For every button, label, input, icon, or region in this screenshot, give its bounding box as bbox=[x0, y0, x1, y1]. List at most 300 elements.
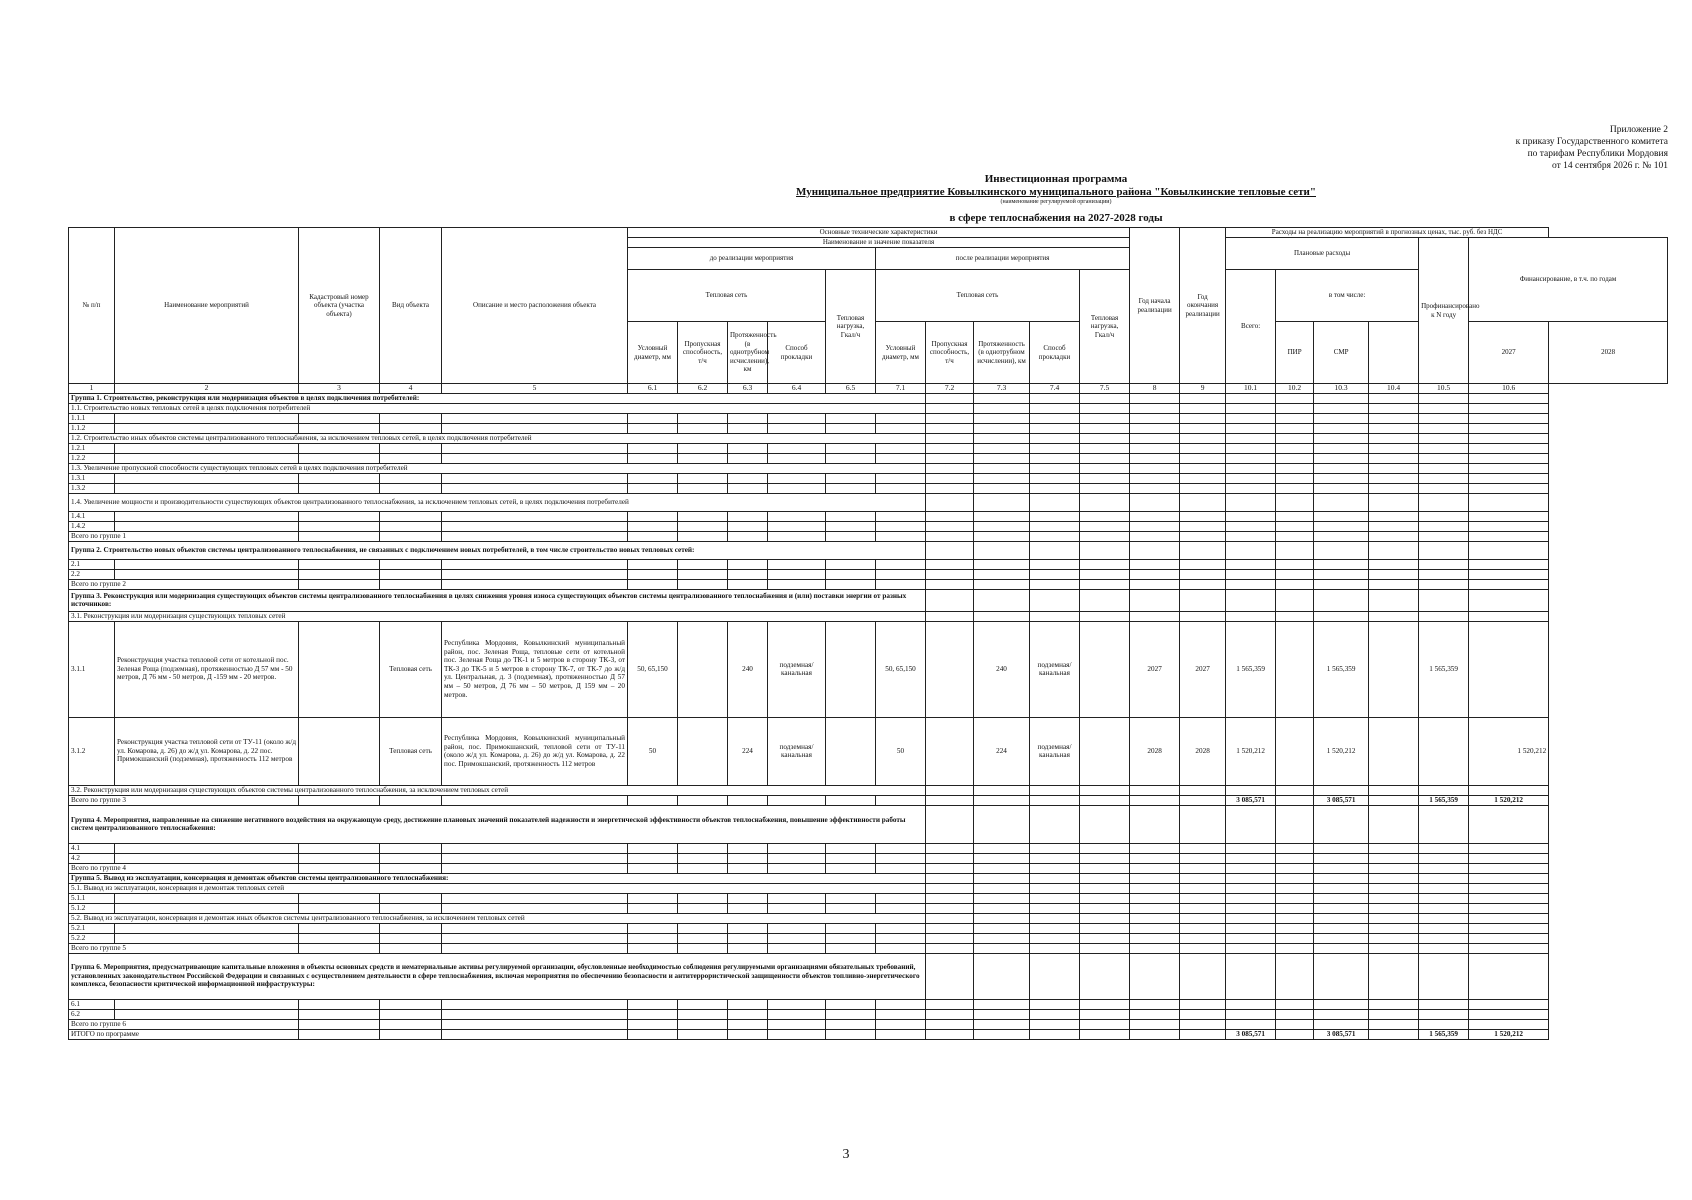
total-row bbox=[69, 863, 1668, 873]
approval-line-4: от 14 сентября 2026 г. № 101 bbox=[1551, 161, 1668, 171]
item-row bbox=[69, 621, 1668, 717]
empty-cell bbox=[974, 923, 1030, 933]
empty-cell bbox=[299, 933, 380, 943]
empty-cell bbox=[1276, 717, 1314, 785]
empty-cell bbox=[1314, 883, 1369, 893]
empty-cell bbox=[768, 473, 826, 483]
empty-cell bbox=[768, 443, 826, 453]
item-no: 3.1.1 bbox=[69, 621, 115, 717]
empty-cell bbox=[299, 579, 380, 589]
empty-cell bbox=[926, 903, 974, 913]
header-total: Всего: bbox=[1226, 270, 1276, 384]
empty-cell bbox=[1314, 913, 1369, 923]
empty-cell bbox=[974, 453, 1030, 463]
empty-cell bbox=[1469, 953, 1549, 999]
empty-cell bbox=[1419, 785, 1469, 795]
empty-cell bbox=[728, 863, 768, 873]
empty-cell bbox=[1180, 903, 1226, 913]
empty-cell bbox=[876, 453, 926, 463]
empty-cell bbox=[442, 843, 628, 853]
empty-cell bbox=[768, 999, 826, 1009]
empty-cell bbox=[1369, 413, 1419, 423]
empty-cell bbox=[768, 483, 826, 493]
empty-cell bbox=[299, 943, 380, 953]
empty-cell bbox=[1369, 1009, 1419, 1019]
empty-cell bbox=[1226, 873, 1276, 883]
empty-cell bbox=[1080, 1009, 1130, 1019]
empty-cell bbox=[1030, 589, 1080, 611]
empty-cell bbox=[1180, 423, 1226, 433]
empty-cell bbox=[926, 1009, 974, 1019]
row-number: 1.4.1 bbox=[69, 511, 115, 521]
empty-cell bbox=[1276, 913, 1314, 923]
empty-cell bbox=[1030, 805, 1080, 843]
empty-cell bbox=[974, 999, 1030, 1009]
empty-cell bbox=[678, 1029, 728, 1039]
empty-cell bbox=[1130, 589, 1180, 611]
empty-cell bbox=[728, 1029, 768, 1039]
empty-cell bbox=[1419, 943, 1469, 953]
empty-cell bbox=[974, 785, 1030, 795]
empty-cell bbox=[1180, 883, 1226, 893]
empty-cell bbox=[826, 943, 876, 953]
empty-cell bbox=[1180, 559, 1226, 569]
empty-cell bbox=[974, 579, 1030, 589]
empty-cell bbox=[1369, 541, 1419, 559]
empty-cell bbox=[1130, 493, 1180, 511]
empty-cell bbox=[1419, 463, 1469, 473]
empty-cell bbox=[826, 903, 876, 913]
table-row bbox=[69, 473, 1668, 483]
header-type: Вид объекта bbox=[380, 228, 442, 384]
section-title: 1.1. Строительство новых тепловых сетей в целях подключения потребителей bbox=[69, 403, 926, 413]
empty-cell bbox=[1469, 589, 1549, 611]
approval-line-2: к приказу Государственного комитета bbox=[1515, 137, 1668, 147]
total-label: Всего по группе 2 bbox=[69, 579, 299, 589]
empty-cell bbox=[1130, 933, 1180, 943]
colnum: 6.4 bbox=[768, 384, 826, 394]
section-title: Группа 5. Вывод из эксплуатации, консервация и демонтаж объектов системы централизованного теплоснабжения: bbox=[69, 873, 926, 883]
empty-cell bbox=[678, 579, 728, 589]
colnum: 7.1 bbox=[876, 384, 926, 394]
empty-cell bbox=[1130, 903, 1180, 913]
total-row bbox=[69, 1019, 1668, 1029]
section-row bbox=[69, 433, 1668, 443]
empty-cell bbox=[1180, 579, 1226, 589]
empty-cell bbox=[1314, 463, 1369, 473]
empty-cell bbox=[826, 999, 876, 1009]
empty-cell bbox=[1130, 453, 1180, 463]
colnum: 6.3 bbox=[728, 384, 768, 394]
empty-cell bbox=[1419, 413, 1469, 423]
header-load-after: Тепловая нагрузка, Гкал/ч bbox=[1080, 270, 1130, 384]
colnum: 10.5 bbox=[1419, 384, 1469, 394]
empty-cell bbox=[974, 403, 1030, 413]
item-total: 1 565,359 bbox=[1226, 621, 1276, 717]
header-smr: СМР bbox=[1314, 322, 1369, 384]
column-numbers-row bbox=[69, 384, 1668, 394]
empty-cell bbox=[926, 785, 974, 795]
empty-cell bbox=[728, 423, 768, 433]
empty-cell bbox=[728, 933, 768, 943]
empty-cell bbox=[1226, 943, 1276, 953]
empty-cell bbox=[1180, 403, 1226, 413]
section-row bbox=[69, 883, 1668, 893]
empty-cell bbox=[1130, 559, 1180, 569]
empty-cell bbox=[1276, 805, 1314, 843]
section-row bbox=[69, 393, 1668, 403]
empty-cell bbox=[628, 453, 678, 463]
empty-cell bbox=[380, 511, 442, 521]
empty-cell bbox=[1276, 943, 1314, 953]
colnum: 10.3 bbox=[1314, 384, 1369, 394]
empty-cell bbox=[728, 511, 768, 521]
empty-cell bbox=[974, 473, 1030, 483]
empty-cell bbox=[1030, 1009, 1080, 1019]
empty-cell bbox=[1226, 453, 1276, 463]
empty-cell bbox=[1030, 493, 1080, 511]
empty-cell bbox=[826, 423, 876, 433]
empty-cell bbox=[628, 999, 678, 1009]
empty-cell bbox=[115, 853, 299, 863]
empty-cell bbox=[876, 795, 926, 805]
empty-cell bbox=[678, 559, 728, 569]
table-row bbox=[69, 843, 1668, 853]
empty-cell bbox=[826, 531, 876, 541]
empty-cell bbox=[380, 443, 442, 453]
empty-cell bbox=[1226, 805, 1276, 843]
empty-cell bbox=[1130, 541, 1180, 559]
section-title: 1.4. Увеличение мощности и производительности существующих объектов централизованного теплоснабжения, за исключением тепловых сетей, в целях подключения потребителей bbox=[69, 493, 926, 511]
empty-cell bbox=[1369, 423, 1419, 433]
empty-cell bbox=[1469, 453, 1549, 463]
empty-cell bbox=[380, 579, 442, 589]
empty-cell bbox=[628, 1019, 678, 1029]
empty-cell bbox=[1080, 403, 1130, 413]
empty-cell bbox=[115, 923, 299, 933]
empty-cell bbox=[728, 443, 768, 453]
empty-cell bbox=[876, 443, 926, 453]
header-pir: ПИР bbox=[1276, 322, 1314, 384]
empty-cell bbox=[1030, 913, 1080, 923]
empty-cell bbox=[1469, 423, 1549, 433]
empty-cell bbox=[926, 483, 974, 493]
empty-cell bbox=[1419, 521, 1469, 531]
empty-cell bbox=[1369, 1029, 1419, 1039]
empty-cell bbox=[1469, 463, 1549, 473]
empty-cell bbox=[1080, 1019, 1130, 1029]
empty-cell bbox=[1469, 493, 1549, 511]
empty-cell bbox=[1314, 611, 1369, 621]
empty-cell bbox=[1130, 511, 1180, 521]
empty-cell bbox=[678, 795, 728, 805]
empty-cell bbox=[115, 843, 299, 853]
empty-cell bbox=[1314, 873, 1369, 883]
empty-cell bbox=[678, 903, 728, 913]
header-name: Наименование мероприятий bbox=[115, 228, 299, 384]
header-network-after: Тепловая сеть bbox=[876, 270, 1080, 322]
empty-cell bbox=[1226, 589, 1276, 611]
empty-cell bbox=[1030, 953, 1080, 999]
empty-cell bbox=[1180, 531, 1226, 541]
empty-cell bbox=[1130, 863, 1180, 873]
item-method-after: подземная/канальная bbox=[1030, 717, 1080, 785]
empty-cell bbox=[1180, 433, 1226, 443]
empty-cell bbox=[876, 999, 926, 1009]
empty-cell bbox=[1419, 853, 1469, 863]
empty-cell bbox=[1080, 473, 1130, 483]
empty-cell bbox=[1226, 863, 1276, 873]
empty-cell bbox=[1180, 483, 1226, 493]
total-value: 1 520,212 bbox=[1469, 1029, 1549, 1039]
item-2028 bbox=[1469, 621, 1549, 717]
empty-cell bbox=[1080, 589, 1130, 611]
row-number: 1.4.2 bbox=[69, 521, 115, 531]
empty-cell bbox=[1226, 443, 1276, 453]
empty-cell bbox=[1314, 483, 1369, 493]
empty-cell bbox=[380, 453, 442, 463]
table-row bbox=[69, 511, 1668, 521]
empty-cell bbox=[1419, 511, 1469, 521]
empty-cell bbox=[1030, 531, 1080, 541]
header-financed: Профинансировано к N году bbox=[1419, 238, 1469, 384]
empty-cell bbox=[115, 413, 299, 423]
empty-cell bbox=[1030, 943, 1080, 953]
header-capacity-before: Пропускная способность, т/ч bbox=[678, 322, 728, 384]
empty-cell bbox=[299, 923, 380, 933]
empty-cell bbox=[1130, 611, 1180, 621]
empty-cell bbox=[115, 903, 299, 913]
empty-cell bbox=[826, 1029, 876, 1039]
empty-cell bbox=[1369, 403, 1419, 413]
empty-cell bbox=[1419, 913, 1469, 923]
empty-cell bbox=[1030, 569, 1080, 579]
empty-cell bbox=[1130, 443, 1180, 453]
empty-cell bbox=[628, 579, 678, 589]
empty-cell bbox=[1130, 843, 1180, 853]
empty-cell bbox=[768, 853, 826, 863]
empty-cell bbox=[1369, 923, 1419, 933]
empty-cell bbox=[1180, 933, 1226, 943]
empty-cell bbox=[1314, 843, 1369, 853]
empty-cell bbox=[1276, 453, 1314, 463]
table-row bbox=[69, 853, 1668, 863]
empty-cell bbox=[1419, 483, 1469, 493]
empty-cell bbox=[974, 843, 1030, 853]
empty-cell bbox=[1419, 493, 1469, 511]
header-2028: 2028 bbox=[1549, 322, 1668, 384]
empty-cell bbox=[678, 521, 728, 531]
empty-cell bbox=[1469, 893, 1549, 903]
empty-cell bbox=[1369, 785, 1419, 795]
empty-cell bbox=[1314, 403, 1369, 413]
empty-cell bbox=[1369, 883, 1419, 893]
empty-cell bbox=[728, 521, 768, 531]
empty-cell bbox=[826, 717, 876, 785]
empty-cell bbox=[1180, 943, 1226, 953]
empty-cell bbox=[1276, 403, 1314, 413]
empty-cell bbox=[826, 863, 876, 873]
empty-cell bbox=[1469, 403, 1549, 413]
empty-cell bbox=[1130, 433, 1180, 443]
empty-cell bbox=[1080, 785, 1130, 795]
empty-cell bbox=[1469, 511, 1549, 521]
empty-cell bbox=[442, 795, 628, 805]
item-no: 3.1.2 bbox=[69, 717, 115, 785]
section-row bbox=[69, 805, 1668, 843]
empty-cell bbox=[974, 413, 1030, 423]
colnum: 7.4 bbox=[1030, 384, 1080, 394]
empty-cell bbox=[1276, 579, 1314, 589]
empty-cell bbox=[1180, 473, 1226, 483]
empty-cell bbox=[678, 933, 728, 943]
empty-cell bbox=[1226, 559, 1276, 569]
item-year-end: 2027 bbox=[1180, 621, 1226, 717]
empty-cell bbox=[1419, 541, 1469, 559]
empty-cell bbox=[1369, 717, 1419, 785]
empty-cell bbox=[1030, 403, 1080, 413]
empty-cell bbox=[974, 873, 1030, 883]
empty-cell bbox=[628, 893, 678, 903]
empty-cell bbox=[974, 569, 1030, 579]
empty-cell bbox=[1030, 853, 1080, 863]
table-row bbox=[69, 933, 1668, 943]
empty-cell bbox=[1469, 913, 1549, 923]
colnum: 1 bbox=[69, 384, 115, 394]
empty-cell bbox=[299, 999, 380, 1009]
empty-cell bbox=[1030, 883, 1080, 893]
item-row bbox=[69, 717, 1668, 785]
empty-cell bbox=[1314, 943, 1369, 953]
empty-cell bbox=[1080, 621, 1130, 717]
empty-cell bbox=[1276, 863, 1314, 873]
row-number: 5.2.2 bbox=[69, 933, 115, 943]
empty-cell bbox=[826, 795, 876, 805]
empty-cell bbox=[826, 473, 876, 483]
empty-cell bbox=[926, 923, 974, 933]
empty-cell bbox=[678, 893, 728, 903]
empty-cell bbox=[1469, 611, 1549, 621]
empty-cell bbox=[1180, 541, 1226, 559]
empty-cell bbox=[299, 453, 380, 463]
org-name: Муниципальное предприятие Ковылкинского муниципального района "Ковылкинские тепловые сети" bbox=[796, 186, 1316, 198]
empty-cell bbox=[1226, 923, 1276, 933]
empty-cell bbox=[1276, 473, 1314, 483]
empty-cell bbox=[826, 893, 876, 903]
empty-cell bbox=[628, 443, 678, 453]
section-title: 3.2. Реконструкция или модернизация существующих объектов системы централизованного теплоснабжения, за исключением тепловых сетей bbox=[69, 785, 926, 795]
empty-cell bbox=[1180, 953, 1226, 999]
table-row bbox=[69, 999, 1668, 1009]
empty-cell bbox=[926, 443, 974, 453]
empty-cell bbox=[1419, 953, 1469, 999]
empty-cell bbox=[974, 531, 1030, 541]
empty-cell bbox=[926, 873, 974, 883]
empty-cell bbox=[1314, 903, 1369, 913]
empty-cell bbox=[442, 483, 628, 493]
empty-cell bbox=[1030, 785, 1080, 795]
empty-cell bbox=[926, 511, 974, 521]
empty-cell bbox=[1080, 913, 1130, 923]
empty-cell bbox=[442, 453, 628, 463]
empty-cell bbox=[926, 473, 974, 483]
empty-cell bbox=[442, 473, 628, 483]
colnum: 10.4 bbox=[1369, 384, 1419, 394]
empty-cell bbox=[768, 943, 826, 953]
empty-cell bbox=[1226, 953, 1276, 999]
empty-cell bbox=[926, 795, 974, 805]
empty-cell bbox=[876, 1009, 926, 1019]
table-row bbox=[69, 443, 1668, 453]
row-number: 4.2 bbox=[69, 853, 115, 863]
empty-cell bbox=[1130, 473, 1180, 483]
empty-cell bbox=[926, 805, 974, 843]
empty-cell bbox=[1226, 521, 1276, 531]
empty-cell bbox=[1276, 559, 1314, 569]
empty-cell bbox=[1369, 611, 1419, 621]
empty-cell bbox=[1369, 621, 1419, 717]
empty-cell bbox=[678, 717, 728, 785]
empty-cell bbox=[974, 521, 1030, 531]
empty-cell bbox=[1314, 893, 1369, 903]
header-after: после реализации мероприятия bbox=[876, 248, 1130, 270]
empty-cell bbox=[926, 393, 974, 403]
section-title: Группа 4. Мероприятия, направленные на снижение негативного воздействия на окружающую среду, достижение плановых значений показателей надежности и энергетической эффективности объектов теплоснабжения, повышение эффективности работы систем централизованного теплоснабжения: bbox=[69, 805, 926, 843]
empty-cell bbox=[1030, 433, 1080, 443]
section-title: Группа 1. Строительство, реконструкция или модернизация объектов в целях подключения потребителей: bbox=[69, 393, 926, 403]
table-row bbox=[69, 569, 1668, 579]
empty-cell bbox=[1226, 1009, 1276, 1019]
empty-cell bbox=[115, 443, 299, 453]
empty-cell bbox=[1130, 795, 1180, 805]
empty-cell bbox=[299, 559, 380, 569]
empty-cell bbox=[876, 903, 926, 913]
empty-cell bbox=[926, 883, 974, 893]
empty-cell bbox=[628, 511, 678, 521]
item-smr: 1 565,359 bbox=[1314, 621, 1369, 717]
empty-cell bbox=[974, 589, 1030, 611]
section-row bbox=[69, 493, 1668, 511]
empty-cell bbox=[1369, 933, 1419, 943]
empty-cell bbox=[1030, 559, 1080, 569]
empty-cell bbox=[628, 923, 678, 933]
empty-cell bbox=[1369, 483, 1419, 493]
empty-cell bbox=[1419, 433, 1469, 443]
header-indicator: Наименование и значение показателя bbox=[628, 238, 1130, 248]
empty-cell bbox=[1130, 463, 1180, 473]
empty-cell bbox=[974, 863, 1030, 873]
empty-cell bbox=[442, 521, 628, 531]
empty-cell bbox=[1314, 863, 1369, 873]
empty-cell bbox=[1419, 1019, 1469, 1029]
row-number: 1.3.1 bbox=[69, 473, 115, 483]
empty-cell bbox=[876, 579, 926, 589]
empty-cell bbox=[628, 853, 678, 863]
empty-cell bbox=[628, 1029, 678, 1039]
empty-cell bbox=[628, 903, 678, 913]
section-title: Группа 6. Мероприятия, предусматривающие капитальные вложения в объекты основных средств и нематериальные активы регулируемой организации, обусловленные необходимостью соблюдения регулируемыми организациями обязательных требований, установленных законодательством Российской Федерации и связанных с осуществлением деятельности в сфере теплоснабжения, включая мероприятия по обеспечению безопасности и антитеррористической защищенности объектов топливно-энергетического комплекса, безопасности критической информационной инфраструктуры: bbox=[69, 953, 926, 999]
item-2027: 1 565,359 bbox=[1419, 621, 1469, 717]
empty-cell bbox=[1419, 403, 1469, 413]
colnum: 6.5 bbox=[826, 384, 876, 394]
empty-cell bbox=[826, 559, 876, 569]
total-value: 1 520,212 bbox=[1469, 795, 1549, 805]
section-row bbox=[69, 913, 1668, 923]
empty-cell bbox=[380, 1019, 442, 1029]
row-number: 5.2.1 bbox=[69, 923, 115, 933]
empty-cell bbox=[926, 893, 974, 903]
empty-cell bbox=[1469, 413, 1549, 423]
